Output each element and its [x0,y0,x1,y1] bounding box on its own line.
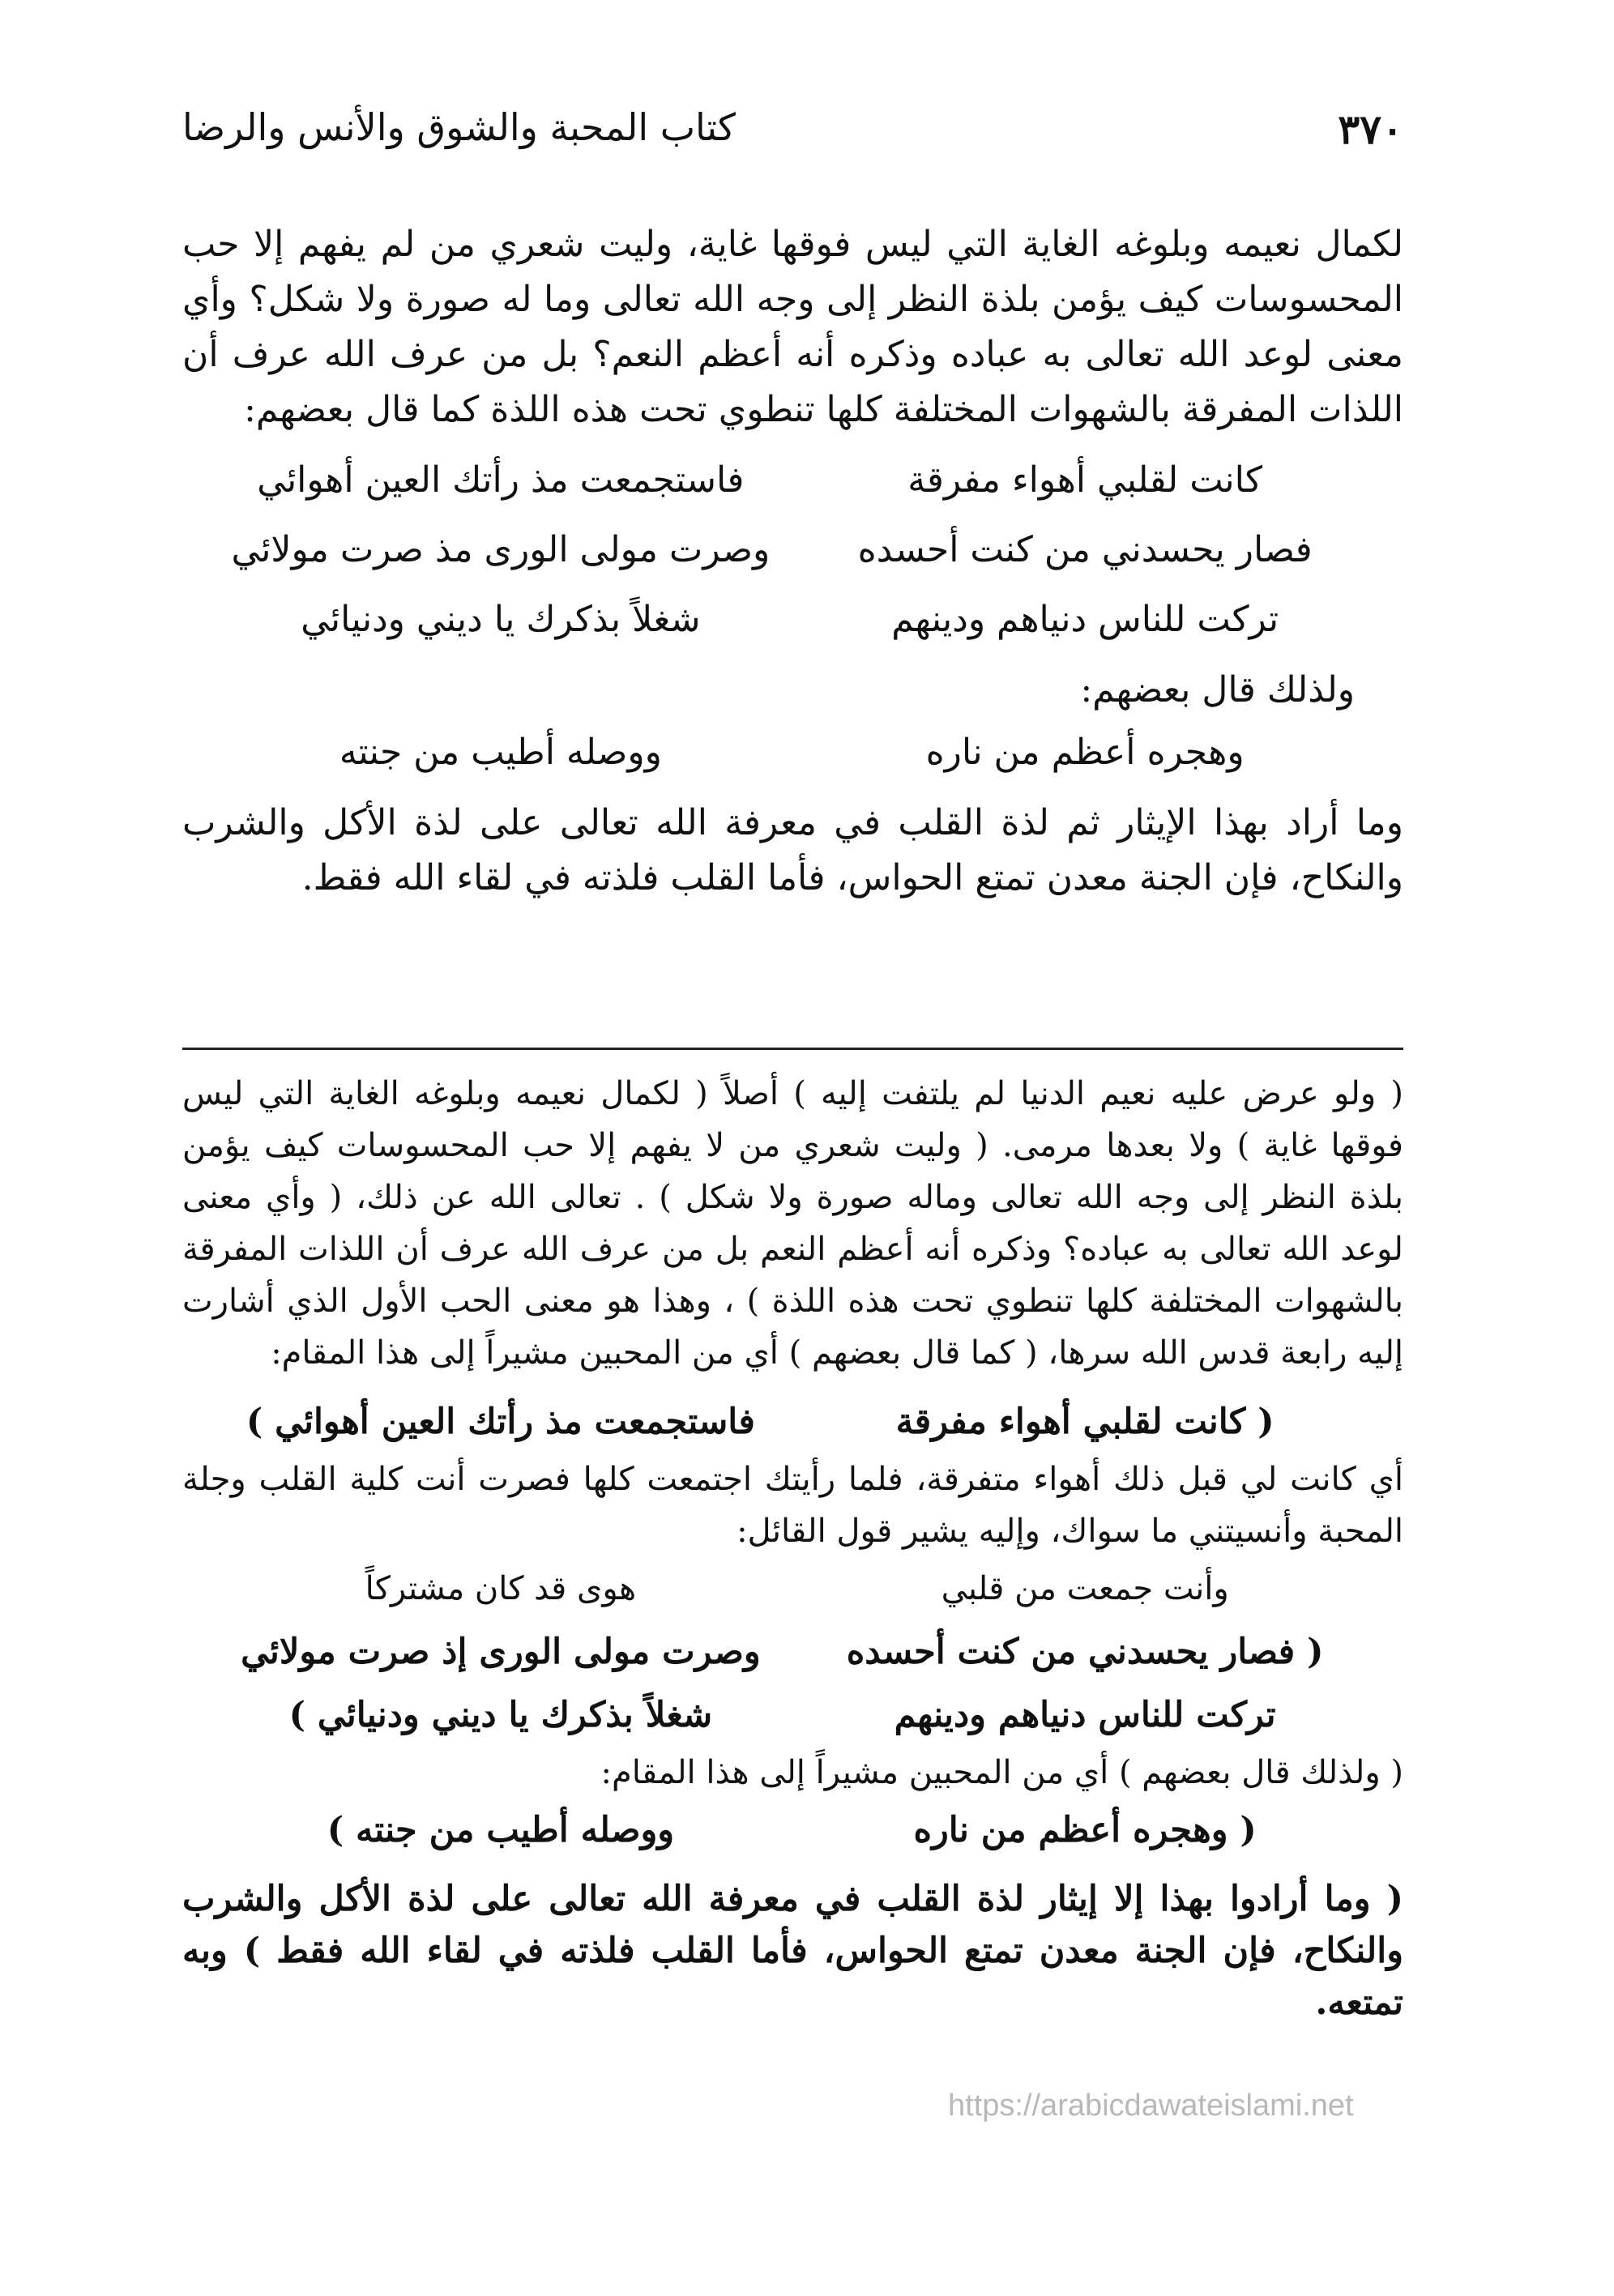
verse-line [182,446,1403,515]
commentary-verse [182,1557,1403,1620]
verse-line [182,718,1403,787]
verse-hemistich-second: وصرت مولى الورى مذ صرت مولائي [231,529,771,570]
commentary-verse [182,1620,1403,1684]
verse-hemistich-first: وأنت جمعت من قلبي [941,1570,1229,1607]
verse-hemistich-first: ( وهجره أعظم من ناره [913,1810,1257,1850]
verse-hemistich-first: تركت للناس دنياهم ودينهم [891,599,1279,640]
watermark-url: https://arabicdawateislami.net [948,2089,1354,2123]
commentary-verse [182,1684,1403,1747]
verse-hemistich-second: ووصله أطيب من جنته [339,732,662,773]
verse-hemistich-second: شغلاً بذكرك يا ديني ودنيائي [301,599,701,640]
commentary-verse [182,1390,1403,1453]
verse-hemistich-second: شغلاً بذكرك يا ديني ودنيائي ) [288,1695,713,1735]
verse-hemistich-first: كانت لقلبي أهواء مفرقة [907,459,1262,501]
running-title: كتاب المحبة والشوق والأنس والرضا [182,105,736,149]
verse-hemistich-first: وهجره أعظم من ناره [925,732,1245,773]
verse-hemistich-second: فاستجمعت مذ رأتك العين أهوائي [257,459,745,501]
verse-line [182,585,1403,655]
main-paragraph-2: وما أراد بهذا الإيثار ثم لذة القلب في معرفة الله تعالى على لذة الأكل والشرب والنكاح، فإن الجنة معدن تمتع الحواس، فأما القلب فلذته في لقاء الله فقط. [182,802,1403,898]
main-text [182,217,1403,906]
verse-hemistich-first: فصار يحسدني من كنت أحسده [857,529,1313,570]
commentary-paragraph-3: ( ولذلك قال بعضهم ) أي من المحبين مشيراً إلى هذا المقام: [600,1754,1403,1791]
footnote-divider [182,1048,1403,1050]
verse-line [182,515,1403,585]
commentary-paragraph-2: أي كانت لي قبل ذلك أهواء متفرقة، فلما رأيتك اجتمعت كلها فصرت أنت كلية القلب وجلة المحبة وأنسيتني ما سواك، وإليه يشير قول القائل: [182,1461,1403,1550]
verse-hemistich-first: تركت للناس دنياهم ودينهم [894,1695,1276,1735]
verse-hemistich-second: وصرت مولى الورى إذ صرت مولائي [241,1632,761,1672]
main-paragraph-1: لكمال نعيمه وبلوغه الغاية التي ليس فوقها غاية، وليت شعري من لم يفهم إلا حب المحسوسات كيف يؤمن بلذة النظر إلى وجه الله تعالى وما له صورة ولا شكل؟ وأي معنى لوعد الله تعالى به عباده وذكره أنه أعظم النعم؟ بل من عرف الله عرف أن اللذات المفرقة بالشهوات المختلفة كلها تنطوي تحت هذه اللذة كما قال بعضهم: [182,224,1403,430]
verse-hemistich-second: هوى قد كان مشتركاً [365,1570,637,1607]
verse-hemistich-second: ووصله أطيب من جنته ) [327,1810,675,1850]
commentary-text [182,1068,1403,2029]
verse-hemistich-first: ( فصار يحسدني من كنت أحسده [846,1632,1324,1672]
commentary-paragraph-1: ( ولو عرض عليه نعيم الدنيا لم يلتفت إليه ) أصلاً ( لكمال نعيمه وبلوغه الغاية التي ليس فوقها غاية ) ولا بعدها مرمى. ( وليت شعري من لا يفهم إلا حب المحسوسات كيف يؤمن بلذة النظر إلى وجه الله تعالى وماله صورة ولا شكل ) . تعالى الله عن ذلك، ( وأي معنى لوعد الله تعالى به عباده؟ وذكره أنه أعظم النعم بل من عرف الله عرف أن اللذات المفرقة بالشهوات المختلفة كلها تنطوي تحت هذه اللذة ) ، وهذا هو معنى الحب الأول الذي أشارت إليه رابعة قدس الله سرها، ( كما قال بعضهم ) أي من المحبين مشيراً إلى هذا المقام: [182,1075,1404,1372]
commentary-paragraph-4: ( وما أرادوا بهذا إلا إيثار لذة القلب في معرفة الله تعالى على لذة الأكل والشرب والنكاح، فإن الجنة معدن تمتع الحواس، فأما القلب فلذته في لقاء الله فقط ) وبه تمتعه. [182,1879,1404,2023]
page-number: ٣٧٠ [1338,105,1403,153]
commentary-verse [182,1799,1403,1862]
main-intro: ولذلك قال بعضهم: [1080,669,1355,711]
page-header [182,105,1403,162]
verse-hemistich-second: فاستجمعت مذ رأتك العين أهوائي ) [246,1402,755,1442]
verse-hemistich-first: ( كانت لقلبي أهواء مفرقة [895,1402,1275,1442]
book-page [182,0,1403,2296]
